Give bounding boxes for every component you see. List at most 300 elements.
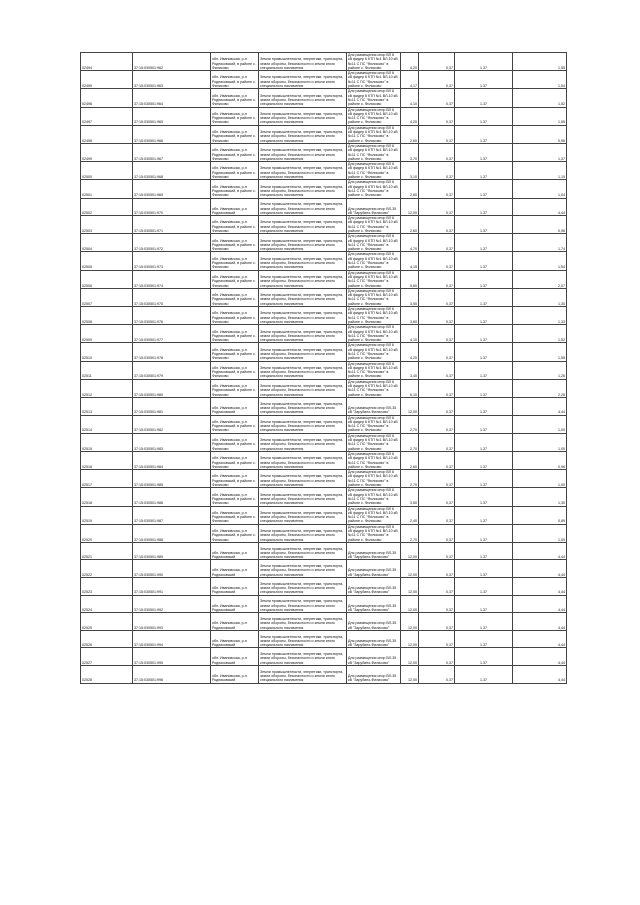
rate-value: 0,37: [419, 198, 455, 216]
area-value: 2,40: [401, 506, 419, 524]
cadastral-number: 37:15:030501:989: [133, 542, 211, 560]
sum-value: 4,44: [513, 648, 567, 666]
note-value: 1.37: [455, 542, 513, 560]
land-category: Земли промышленности, энергетики, транспорта, земли обороны, безопасности и земли иного специального назначения: [259, 397, 347, 415]
rate-value: 0,37: [419, 288, 455, 306]
row-number: 02525: [81, 613, 133, 631]
area-value: 3,60: [401, 307, 419, 325]
land-category: Земли промышленности, энергетики, транспорта, земли обороны, безопасности и земли иного специального назначения: [259, 470, 347, 488]
row-number: 02522: [81, 560, 133, 578]
area-value: 3,50: [401, 288, 419, 306]
region: обл. Ивановская, р-н Родниковский, в районе с. Филисово: [211, 325, 259, 343]
table-row: [81, 180, 567, 198]
area-value: 12,00: [401, 595, 419, 613]
table-row: [81, 71, 567, 89]
area-value: 5,60: [401, 270, 419, 288]
region: обл. Ивановская, р-н Родниковский: [211, 630, 259, 648]
land-category: Земли промышленности, энергетики, транспорта, земли обороны, безопасности и земли иного специального назначения: [259, 107, 347, 125]
table-row: [81, 143, 567, 161]
area-value: 12,00: [401, 613, 419, 631]
cadastral-number: 37:15:030501:980: [133, 379, 211, 397]
sum-value: 4,44: [513, 578, 567, 596]
note-value: 1.37: [455, 630, 513, 648]
note-value: 1.37: [455, 234, 513, 252]
table-row: [81, 415, 567, 433]
land-category: Земли промышленности, энергетики, транспорта, земли обороны, безопасности и земли иного специального назначения: [259, 560, 347, 578]
land-category: Земли промышленности, энергетики, транспорта, земли обороны, безопасности и земли иного специального назначения: [259, 343, 347, 361]
cadastral-number: 37:15:030501:994: [133, 630, 211, 648]
land-category: Земли промышленности, энергетики, транспорта, земли обороны, безопасности и земли иного специального назначения: [259, 252, 347, 270]
note-value: 1.37: [455, 524, 513, 542]
table-row: [81, 630, 567, 648]
note-value: 1.37: [455, 162, 513, 180]
land-category: Земли промышленности, энергетики, транспорта, земли обороны, безопасности и земли иного специального назначения: [259, 325, 347, 343]
cadastral-number: 37:15:030501:991: [133, 578, 211, 596]
permitted-use: Для размещения опор ВЛ 6 кВ фидер 6 КТП №1 ВЛ-10 кВ №11 С ПС "Филисово" в районе с. Филисово: [347, 234, 401, 252]
land-category: Земли промышленности, энергетики, транспорта, земли обороны, безопасности и земли иного специального назначения: [259, 180, 347, 198]
rate-value: 0,37: [419, 397, 455, 415]
region: обл. Ивановская, р-н Родниковский, в районе с. Филисово: [211, 216, 259, 234]
rate-value: 0,37: [419, 71, 455, 89]
land-category: Земли промышленности, энергетики, транспорта, земли обороны, безопасности и земли иного специального назначения: [259, 270, 347, 288]
permitted-use: Для размещения опор ВЛ 6 кВ фидер 6 КТП №1 ВЛ-10 кВ №11 С ПС "Филисово" в районе с. Филисово: [347, 307, 401, 325]
area-value: 12,00: [401, 198, 419, 216]
region: обл. Ивановская, р-н Родниковский, в районе с. Филисово: [211, 107, 259, 125]
row-number: 02500: [81, 162, 133, 180]
note-value: 1.37: [455, 488, 513, 506]
rate-value: 0,37: [419, 613, 455, 631]
land-category: Земли промышленности, энергетики, транспорта, земли обороны, безопасности и земли иного специального назначения: [259, 630, 347, 648]
row-number: 02526: [81, 630, 133, 648]
land-category: Земли промышленности, энергетики, транспорта, земли обороны, безопасности и земли иного специального назначения: [259, 524, 347, 542]
sum-value: 1,54: [513, 71, 567, 89]
area-value: 2,60: [401, 125, 419, 143]
row-number: 02516: [81, 451, 133, 469]
rate-value: 0,37: [419, 506, 455, 524]
permitted-use: Для размещения опор ВЛ 6 кВ фидер 6 КТП №1 ВЛ-10 кВ №11 С ПС "Филисово" в районе с. Филисово: [347, 71, 401, 89]
permitted-use: Для размещения опор ВЛ 6 кВ фидер 6 КТП №1 ВЛ-10 кВ №11 С ПС "Филисово" в районе с. Филисово: [347, 180, 401, 198]
area-value: 3,70: [401, 143, 419, 161]
permitted-use: Для размещения опор ВЛ 6 кВ фидер 6 КТП №1 ВЛ-10 кВ №11 С ПС "Филисово" в районе с. Филисово: [347, 288, 401, 306]
note-value: 1.37: [455, 343, 513, 361]
permitted-use: Для размещения опор ВЛ-35 кВ "Зарубино-Филисово": [347, 613, 401, 631]
rate-value: 0,37: [419, 270, 455, 288]
area-value: 2,70: [401, 415, 419, 433]
sum-value: 1,74: [513, 234, 567, 252]
permitted-use: Для размещения опор ВЛ 6 кВ фидер 6 КТП №1 ВЛ-10 кВ №11 С ПС "Филисово" в районе с. Филисово: [347, 488, 401, 506]
rate-value: 0,37: [419, 252, 455, 270]
row-number: 02513: [81, 397, 133, 415]
cadastral-number: 37:15:030501:972: [133, 234, 211, 252]
region: обл. Ивановская, р-н Родниковский, в районе с. Филисово: [211, 234, 259, 252]
table-row: [81, 125, 567, 143]
rate-value: 0,37: [419, 361, 455, 379]
table-row: [81, 379, 567, 397]
permitted-use: Для размещения опор ВЛ-35 кВ "Зарубино-Филисово": [347, 397, 401, 415]
rate-value: 0,37: [419, 162, 455, 180]
sum-value: 0,96: [513, 451, 567, 469]
region: обл. Ивановская, р-н Родниковский, в районе с. Филисово: [211, 379, 259, 397]
note-value: 1.37: [455, 361, 513, 379]
sum-value: 1,30: [513, 488, 567, 506]
note-value: 1.37: [455, 451, 513, 469]
row-number: 02494: [81, 53, 133, 71]
area-value: 2,80: [401, 180, 419, 198]
region: обл. Ивановская, р-н Родниковский: [211, 542, 259, 560]
rate-value: 0,37: [419, 488, 455, 506]
permitted-use: Для размещения опор ВЛ 6 кВ фидер 6 КТП №1 ВЛ-10 кВ №11 С ПС "Филисово" в районе с. Филисово: [347, 89, 401, 107]
sum-value: 4,44: [513, 560, 567, 578]
cadastral-number: 37:15:030501:981: [133, 397, 211, 415]
area-value: 2,60: [401, 451, 419, 469]
rate-value: 0,37: [419, 143, 455, 161]
row-number: 02524: [81, 595, 133, 613]
area-value: 2,70: [401, 433, 419, 451]
note-value: 1.37: [455, 53, 513, 71]
permitted-use: Для размещения опор ВЛ 6 кВ фидер 6 КТП №1 ВЛ-10 кВ №11 С ПС "Филисово" в районе с. Филисово: [347, 506, 401, 524]
land-category: Земли промышленности, энергетики, транспорта, земли обороны, безопасности и земли иного специального назначения: [259, 506, 347, 524]
sum-value: 0,89: [513, 506, 567, 524]
table-row: [81, 270, 567, 288]
table-row: [81, 361, 567, 379]
table-row: [81, 252, 567, 270]
sum-value: 4,44: [513, 397, 567, 415]
region: обл. Ивановская, р-н Родниковский, в районе с. Филисово: [211, 180, 259, 198]
land-category: Земли промышленности, энергетики, транспорта, земли обороны, безопасности и земли иного специального назначения: [259, 415, 347, 433]
sum-value: 1,15: [513, 162, 567, 180]
cadastral-number: 37:15:030501:975: [133, 288, 211, 306]
note-value: 1.37: [455, 180, 513, 198]
rate-value: 0,37: [419, 648, 455, 666]
rate-value: 0,37: [419, 234, 455, 252]
rate-value: 0,37: [419, 180, 455, 198]
cadastral-number: 37:15:030501:985: [133, 470, 211, 488]
row-number: 02514: [81, 415, 133, 433]
cadastral-number: 37:15:030501:995: [133, 648, 211, 666]
region: обл. Ивановская, р-н Родниковский, в районе с. Филисово: [211, 488, 259, 506]
rate-value: 0,37: [419, 125, 455, 143]
sum-value: 1,00: [513, 415, 567, 433]
area-value: 3,50: [401, 488, 419, 506]
region: обл. Ивановская, р-н Родниковский, в районе с. Филисово: [211, 53, 259, 71]
area-value: 6,10: [401, 379, 419, 397]
cadastral-number: 37:15:030501:992: [133, 595, 211, 613]
permitted-use: Для размещения опор ВЛ 6 кВ фидер 6 КТП №1 ВЛ-10 кВ №11 С ПС "Филисово" в районе с. Филисово: [347, 252, 401, 270]
cadastral-number: 37:15:030501:968: [133, 162, 211, 180]
land-category: Земли промышленности, энергетики, транспорта, земли обороны, безопасности и земли иного специального назначения: [259, 216, 347, 234]
table-row: [81, 613, 567, 631]
cadastral-number: 37:15:030501:977: [133, 325, 211, 343]
rate-value: 0,37: [419, 560, 455, 578]
area-value: 4,20: [401, 343, 419, 361]
sum-value: 4,44: [513, 198, 567, 216]
region: обл. Ивановская, р-н Родниковский: [211, 613, 259, 631]
sum-value: 1,00: [513, 470, 567, 488]
region: обл. Ивановская, р-н Родниковский, в районе с. Филисово: [211, 506, 259, 524]
note-value: 1.37: [455, 506, 513, 524]
row-number: 02510: [81, 343, 133, 361]
row-number: 02512: [81, 379, 133, 397]
area-value: 3,40: [401, 361, 419, 379]
note-value: 1.37: [455, 270, 513, 288]
note-value: 1.37: [455, 648, 513, 666]
region: обл. Ивановская, р-н Родниковский: [211, 560, 259, 578]
rate-value: 0,37: [419, 325, 455, 343]
table-row: [81, 451, 567, 469]
cadastral-number: 37:15:030501:993: [133, 613, 211, 631]
area-value: 4,10: [401, 325, 419, 343]
permitted-use: Для размещения опор ВЛ-35 кВ "Зарубино-Филисово": [347, 630, 401, 648]
sum-value: 4,44: [513, 666, 567, 684]
sum-value: 1,55: [513, 107, 567, 125]
area-value: 12,00: [401, 578, 419, 596]
land-category: Земли промышленности, энергетики, транспорта, земли обороны, безопасности и земли иного специального назначения: [259, 542, 347, 560]
area-value: 12,00: [401, 630, 419, 648]
note-value: 1.37: [455, 288, 513, 306]
sum-value: 1,00: [513, 524, 567, 542]
region: обл. Ивановская, р-н Родниковский, в районе с. Филисово: [211, 451, 259, 469]
row-number: 02501: [81, 180, 133, 198]
table-row: [81, 288, 567, 306]
cadastral-number: 37:15:030501:996: [133, 666, 211, 684]
row-number: 02496: [81, 89, 133, 107]
note-value: 1.37: [455, 71, 513, 89]
rate-value: 0,37: [419, 107, 455, 125]
area-value: 12,00: [401, 542, 419, 560]
region: обл. Ивановская, р-н Родниковский, в районе с. Филисово: [211, 270, 259, 288]
region: обл. Ивановская, р-н Родниковский, в районе с. Филисово: [211, 71, 259, 89]
land-category: Земли промышленности, энергетики, транспорта, земли обороны, безопасности и земли иного специального назначения: [259, 595, 347, 613]
permitted-use: Для размещения опор ВЛ-35 кВ "Зарубино-Филисово": [347, 578, 401, 596]
sum-value: 0,96: [513, 125, 567, 143]
region: обл. Ивановская, р-н Родниковский, в районе с. Филисово: [211, 162, 259, 180]
table-row: [81, 53, 567, 71]
table-row: [81, 648, 567, 666]
sum-value: 1,00: [513, 433, 567, 451]
rate-value: 0,37: [419, 524, 455, 542]
table-row: [81, 397, 567, 415]
land-category: Земли промышленности, энергетики, транспорта, земли обороны, безопасности и земли иного специального назначения: [259, 89, 347, 107]
table-row: [81, 470, 567, 488]
note-value: 1.37: [455, 578, 513, 596]
note-value: 1.37: [455, 125, 513, 143]
region: обл. Ивановская, р-н Родниковский: [211, 198, 259, 216]
note-value: 1.37: [455, 560, 513, 578]
table-row: [81, 542, 567, 560]
land-category: Земли промышленности, энергетики, транспорта, земли обороны, безопасности и земли иного специального назначения: [259, 71, 347, 89]
region: обл. Ивановская, р-н Родниковский: [211, 397, 259, 415]
area-value: 12,00: [401, 560, 419, 578]
note-value: 1.37: [455, 198, 513, 216]
rate-value: 0,37: [419, 343, 455, 361]
table-row: [81, 343, 567, 361]
sum-value: 1,54: [513, 252, 567, 270]
sum-value: 1,30: [513, 288, 567, 306]
permitted-use: Для размещения опор ВЛ 6 кВ фидер 6 КТП №1 ВЛ-10 кВ №11 С ПС "Филисово" в районе с. Филисово: [347, 125, 401, 143]
permitted-use: Для размещения опор ВЛ 6 кВ фидер 6 КТП №1 ВЛ-10 кВ №11 С ПС "Филисово" в районе с. Филисово: [347, 216, 401, 234]
table-row: [81, 107, 567, 125]
row-number: 02497: [81, 107, 133, 125]
row-number: 02519: [81, 506, 133, 524]
region: обл. Ивановская, р-н Родниковский, в районе с. Филисово: [211, 470, 259, 488]
row-number: 02498: [81, 125, 133, 143]
note-value: 1.37: [455, 397, 513, 415]
rate-value: 0,37: [419, 433, 455, 451]
cadastral-number: 37:15:030501:973: [133, 252, 211, 270]
area-value: 2,70: [401, 470, 419, 488]
cadastral-number: 37:15:030501:964: [133, 89, 211, 107]
table-row: [81, 433, 567, 451]
region: обл. Ивановская, р-н Родниковский: [211, 578, 259, 596]
permitted-use: Для размещения опор ВЛ 6 кВ фидер 6 КТП №1 ВЛ-10 кВ №11 С ПС "Филисово" в районе с. Филисово: [347, 379, 401, 397]
area-value: 4,10: [401, 89, 419, 107]
area-value: 12,00: [401, 666, 419, 684]
table-row: [81, 307, 567, 325]
cadastral-number: 37:15:030501:962: [133, 53, 211, 71]
land-category: Земли промышленности, энергетики, транспорта, земли обороны, безопасности и земли иного специального назначения: [259, 234, 347, 252]
table-body: [81, 53, 567, 684]
sum-value: 4,44: [513, 542, 567, 560]
permitted-use: Для размещения опор ВЛ-35 кВ "Зарубино-Филисово": [347, 198, 401, 216]
rate-value: 0,37: [419, 470, 455, 488]
cadastral-number: 37:15:030501:976: [133, 307, 211, 325]
land-category: Земли промышленности, энергетики, транспорта, земли обороны, безопасности и земли иного специального назначения: [259, 379, 347, 397]
table-row: [81, 666, 567, 684]
note-value: 1.37: [455, 666, 513, 684]
region: обл. Ивановская, р-н Родниковский, в районе с. Филисово: [211, 89, 259, 107]
note-value: 1.37: [455, 470, 513, 488]
region: обл. Ивановская, р-н Родниковский: [211, 595, 259, 613]
sum-value: 1,55: [513, 53, 567, 71]
row-number: 02528: [81, 666, 133, 684]
land-category: Земли промышленности, энергетики, транспорта, земли обороны, безопасности и земли иного специального назначения: [259, 433, 347, 451]
region: обл. Ивановская, р-н Родниковский: [211, 666, 259, 684]
row-number: 02507: [81, 288, 133, 306]
row-number: 02520: [81, 524, 133, 542]
land-category: Земли промышленности, энергетики, транспорта, земли обороны, безопасности и земли иного специального назначения: [259, 162, 347, 180]
land-category: Земли промышленности, энергетики, транспорта, земли обороны, безопасности и земли иного специального назначения: [259, 488, 347, 506]
cadastral-number: 37:15:030501:971: [133, 216, 211, 234]
rate-value: 0,37: [419, 578, 455, 596]
row-number: 02506: [81, 270, 133, 288]
row-number: 02518: [81, 488, 133, 506]
area-value: 12,00: [401, 397, 419, 415]
note-value: 1.37: [455, 107, 513, 125]
row-number: 02521: [81, 542, 133, 560]
note-value: 1.37: [455, 325, 513, 343]
row-number: 02523: [81, 578, 133, 596]
permitted-use: Для размещения опор ВЛ 6 кВ фидер 6 КТП №1 ВЛ-10 кВ №11 С ПС "Филисово" в районе с. Филисово: [347, 343, 401, 361]
area-value: 4,20: [401, 53, 419, 71]
land-category: Земли промышленности, энергетики, транспорта, земли обороны, безопасности и земли иного специального назначения: [259, 666, 347, 684]
area-value: 4,15: [401, 252, 419, 270]
table-row: [81, 325, 567, 343]
table-row: [81, 198, 567, 216]
rate-value: 0,37: [419, 307, 455, 325]
cadastral-number: 37:15:030501:966: [133, 125, 211, 143]
permitted-use: Для размещения опор ВЛ 6 кВ фидер 6 КТП №1 ВЛ-10 кВ №11 С ПС "Филисово" в районе с. Филисово: [347, 270, 401, 288]
region: обл. Ивановская, р-н Родниковский, в районе с. Филисово: [211, 524, 259, 542]
region: обл. Ивановская, р-н Родниковский, в районе с. Филисово: [211, 307, 259, 325]
area-value: 2,60: [401, 216, 419, 234]
land-category: Земли промышленности, энергетики, транспорта, земли обороны, безопасности и земли иного специального назначения: [259, 361, 347, 379]
region: обл. Ивановская, р-н Родниковский, в районе с. Филисово: [211, 343, 259, 361]
rate-value: 0,37: [419, 595, 455, 613]
table-row: [81, 216, 567, 234]
table-row: [81, 506, 567, 524]
permitted-use: Для размещения опор ВЛ 6 кВ фидер 6 КТП №1 ВЛ-10 кВ №11 С ПС "Филисово" в районе с. Филисово: [347, 143, 401, 161]
cadastral-number: 37:15:030501:970: [133, 198, 211, 216]
cadastral-number: 37:15:030501:978: [133, 343, 211, 361]
permitted-use: Для размещения опор ВЛ 6 кВ фидер 6 КТП №1 ВЛ-10 кВ №11 С ПС "Филисово" в районе с. Филисово: [347, 162, 401, 180]
permitted-use: Для размещения опор ВЛ 6 кВ фидер 6 КТП №1 ВЛ-10 кВ №11 С ПС "Филисово" в районе с. Филисово: [347, 107, 401, 125]
region: обл. Ивановская, р-н Родниковский, в районе с. Филисово: [211, 288, 259, 306]
sum-value: 4,44: [513, 595, 567, 613]
cadastral-number: 37:15:030501:963: [133, 71, 211, 89]
permitted-use: Для размещения опор ВЛ-35 кВ "Зарубино-Филисово": [347, 560, 401, 578]
rate-value: 0,37: [419, 379, 455, 397]
permitted-use: Для размещения опор ВЛ 6 кВ фидер 6 КТП №1 ВЛ-10 кВ №11 С ПС "Филисово" в районе с. Филисово: [347, 524, 401, 542]
land-category: Земли промышленности, энергетики, транспорта, земли обороны, безопасности и земли иного специального назначения: [259, 125, 347, 143]
row-number: 02499: [81, 143, 133, 161]
note-value: 1.37: [455, 307, 513, 325]
permitted-use: Для размещения опор ВЛ-35 кВ "Зарубино-Филисово": [347, 666, 401, 684]
rate-value: 0,37: [419, 542, 455, 560]
table-row: [81, 488, 567, 506]
table-row: [81, 578, 567, 596]
note-value: 1.37: [455, 379, 513, 397]
sum-value: 1,33: [513, 307, 567, 325]
table-row: [81, 524, 567, 542]
permitted-use: Для размещения опор ВЛ 6 кВ фидер 6 КТП №1 ВЛ-10 кВ №11 С ПС "Филисово" в районе с. Филисово: [347, 361, 401, 379]
document-sheet: [80, 52, 566, 684]
cadastral-number: 37:15:030501:965: [133, 107, 211, 125]
area-value: 12,00: [401, 648, 419, 666]
sum-value: 4,44: [513, 630, 567, 648]
table-row: [81, 560, 567, 578]
land-category: Земли промышленности, энергетики, транспорта, земли обороны, безопасности и земли иного специального назначения: [259, 288, 347, 306]
sum-value: 1,55: [513, 343, 567, 361]
region: обл. Ивановская, р-н Родниковский, в районе с. Филисово: [211, 415, 259, 433]
sum-value: 1,37: [513, 143, 567, 161]
region: обл. Ивановская, р-н Родниковский, в районе с. Филисово: [211, 252, 259, 270]
cadastral-number: 37:15:030501:979: [133, 361, 211, 379]
note-value: 1.37: [455, 433, 513, 451]
land-plots-table: [80, 52, 567, 684]
note-value: 1.37: [455, 252, 513, 270]
region: обл. Ивановская, р-н Родниковский, в районе с. Филисово: [211, 143, 259, 161]
note-value: 1.37: [455, 595, 513, 613]
permitted-use: Для размещения опор ВЛ 6 кВ фидер 6 КТП №1 ВЛ-10 кВ №11 С ПС "Филисово" в районе с. Филисово: [347, 325, 401, 343]
note-value: 1.37: [455, 613, 513, 631]
rate-value: 0,37: [419, 415, 455, 433]
rate-value: 0,37: [419, 216, 455, 234]
note-value: 1.37: [455, 143, 513, 161]
row-number: 02509: [81, 325, 133, 343]
table-row: [81, 595, 567, 613]
area-value: 3,10: [401, 162, 419, 180]
cadastral-number: 37:15:030501:986: [133, 488, 211, 506]
row-number: 02511: [81, 361, 133, 379]
land-category: Земли промышленности, энергетики, транспорта, земли обороны, безопасности и земли иного специального назначения: [259, 143, 347, 161]
region: обл. Ивановская, р-н Родниковский, в районе с. Филисово: [211, 361, 259, 379]
row-number: 02495: [81, 71, 133, 89]
cadastral-number: 37:15:030501:974: [133, 270, 211, 288]
cadastral-number: 37:15:030501:983: [133, 433, 211, 451]
sum-value: 1,04: [513, 180, 567, 198]
rate-value: 0,37: [419, 451, 455, 469]
row-number: 02505: [81, 252, 133, 270]
